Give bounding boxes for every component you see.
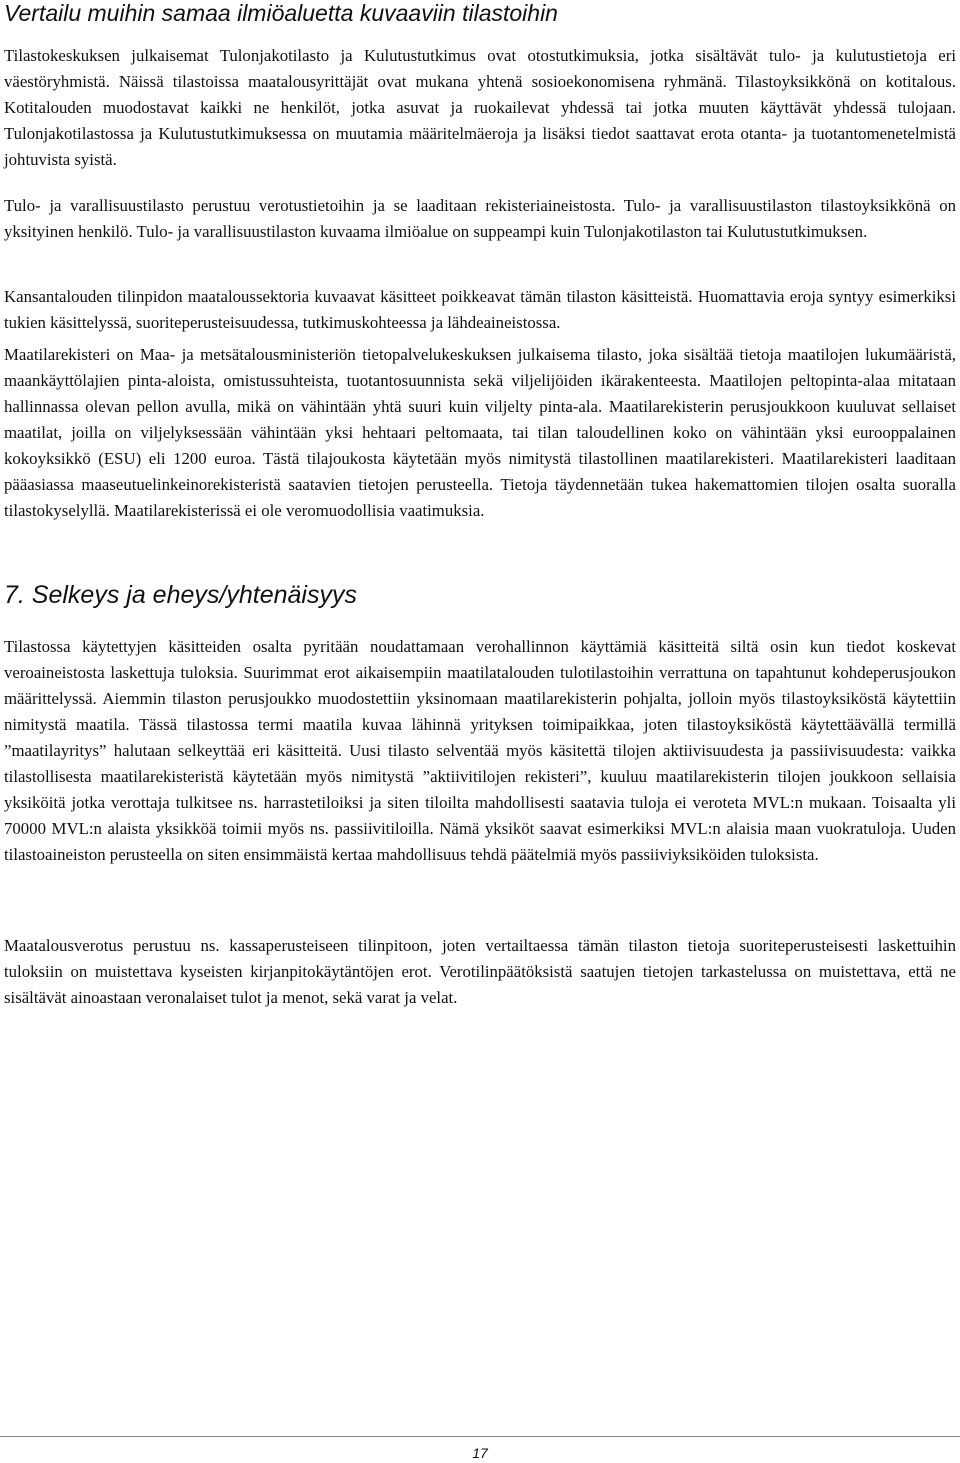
footer-divider bbox=[0, 1436, 960, 1437]
paragraph-household-statistics: Tilastokeskuksen julkaisemat Tulonjakotilasto ja Kulutustutkimus ovat otostutkimuksia, jotka sisältävät tulo- ja kulutustietoja eri väestöryhmistä. Näissä tilastoissa maatalousyrittäjät ovat mukana yhtenä sosioekonomisena ryhmänä. Tilastoyksikkönä on kotitalous. Kotitalouden muodostavat kaikki ne henkilöt, jotka asuvat ja ruokailevat yhdessä tai jotka muuten käyttävät yhdessä tulojaan. Tulonjakotilastossa ja Kulutustutkimuksessa on muutamia määritelmäeroja ja lisäksi tiedot saattavat erota otanta- ja tuotantomenetelmistä johtuvista syistä. bbox=[4, 46, 956, 169]
section-heading-clarity: 7. Selkeys ja eheys/yhtenäisyys bbox=[4, 581, 357, 609]
paragraph-taxation: Maatalousverotus perustuu ns. kassaperusteiseen tilinpitoon, joten vertailtaessa tämän tilaston tietoja suoriteperusteisesti laskettuihin tuloksiin on muistettava kyseisten kirjanpitokäytäntöjen erot. Verotilinpäätöksistä saatujen tietojen tarkastelussa on muistettava, että ne sisältävät ainoastaan veronalaiset tulot ja menot, sekä varat ja velat. bbox=[4, 936, 956, 1007]
paragraph-farm-register: Maatilarekisteri on Maa- ja metsätalousministeriön tietopalvelukeskuksen julkaisema tilasto, joka sisältää tietoja maatilojen lukumääristä, maankäyttölajien pinta-aloista, omistussuhteista, tuotantosuunnista sekä viljelijöiden ikärakenteesta. Maatilojen peltopinta-alaa mitataan hallinnassa olevan pellon avulla, mikä on vähintään yhtä suuri kuin viljelty pinta-ala. Maatilarekisterin perusjoukkoon kuuluvat sellaiset maatilat, joilla on viljelyksessään vähintään yksi hehtaari peltomaata, tai tilan taloudellinen koko on vähintään yksi eurooppalainen kokoyksikkö (ESU) eli 1200 euroa. Tästä tilajoukosta käytetään myös nimitystä tilastollinen maatilarekisteri. Maatilarekisteri laaditaan pääasiassa maaseutuelinkeinorekisteristä saatavien tietojen perusteella. Tietoja täydennetään tukea hakemattomien tilojen osalta suoralla tilastokyselyllä. Maatilarekisterissä ei ole veromuodollisia vaatimuksia. bbox=[4, 345, 956, 520]
subheading-comparison: Vertailu muihin samaa ilmiöaluetta kuvaaviin tilastoihin bbox=[4, 0, 558, 26]
page-number: 17 bbox=[472, 1445, 488, 1461]
paragraph-income-wealth-statistics: Tulo- ja varallisuustilasto perustuu verotustietoihin ja se laaditaan rekisteriaineistosta. Tulo- ja varallisuustilaston tilastoyksikkönä on yksityinen henkilö. Tulo- ja varallisuustilaston kuvaama ilmiöalue on suppeampi kuin Tulonjakotilaston tai Kulutustutkimuksen. bbox=[4, 196, 956, 241]
paragraph-concepts: Tilastossa käytettyjen käsitteiden osalta pyritään noudattamaan verohallinnon käyttämiä käsitteitä siltä osin kun tiedot koskevat veroaineistosta laskettuja tuloksia. Suurimmat erot aikaisempiin maatilatalouden tulotilastoihin verrattuna on tapahtunut kohdeperusjoukon määrittelyssä. Aiemmin tilaston perusjoukko muodostettiin yksinomaan maatilarekisterin pohjalta, jolloin myös tilastoyksiköstä käytettiin nimitystä maatila. Tässä tilastossa termi maatila kuvaa lähinnä yrityksen toimipaikkaa, joten tilastoyksiköstä käytettäävällä termillä ”maatilayritys” halutaan selkeyttää eri käsitteitä. Uusi tilasto selventää myös käsitettä tilojen aktiivisuudesta ja passiivisuudesta: vaikka tilastollisesta maatilarekisteristä käytetään myös nimitystä ”aktiivitilojen rekisteri”, kuuluu maatilarekisterin tilojen joukkoon sellaisia yksiköitä jotka verottaja tulkitsee ns. harrastetiloiksi ja siten tiloilta mahdollisesti saatavia tuloja ei veroteta MVL:n mukaan. Toisaalta yli 70000 MVL:n alaista yksikköä toimii myös ns. passiivitiloilla. Nämä yksiköt saavat esimerkiksi MVL:n alaisia maan vuokratuloja. Uuden tilastoaineiston perusteella on siten ensimmäistä kertaa mahdollisuus tehdä päätelmiä myös passiiviyksiköiden tuloksista. bbox=[4, 637, 956, 864]
paragraph-national-accounts: Kansantalouden tilinpidon maataloussektoria kuvaavat käsitteet poikkeavat tämän tilaston käsitteistä. Huomattavia eroja syntyy esimerkiksi tukien käsittelyssä, suoriteperusteisuudessa, tutkimuskohteessa ja lähdeaineistossa. bbox=[4, 287, 956, 332]
